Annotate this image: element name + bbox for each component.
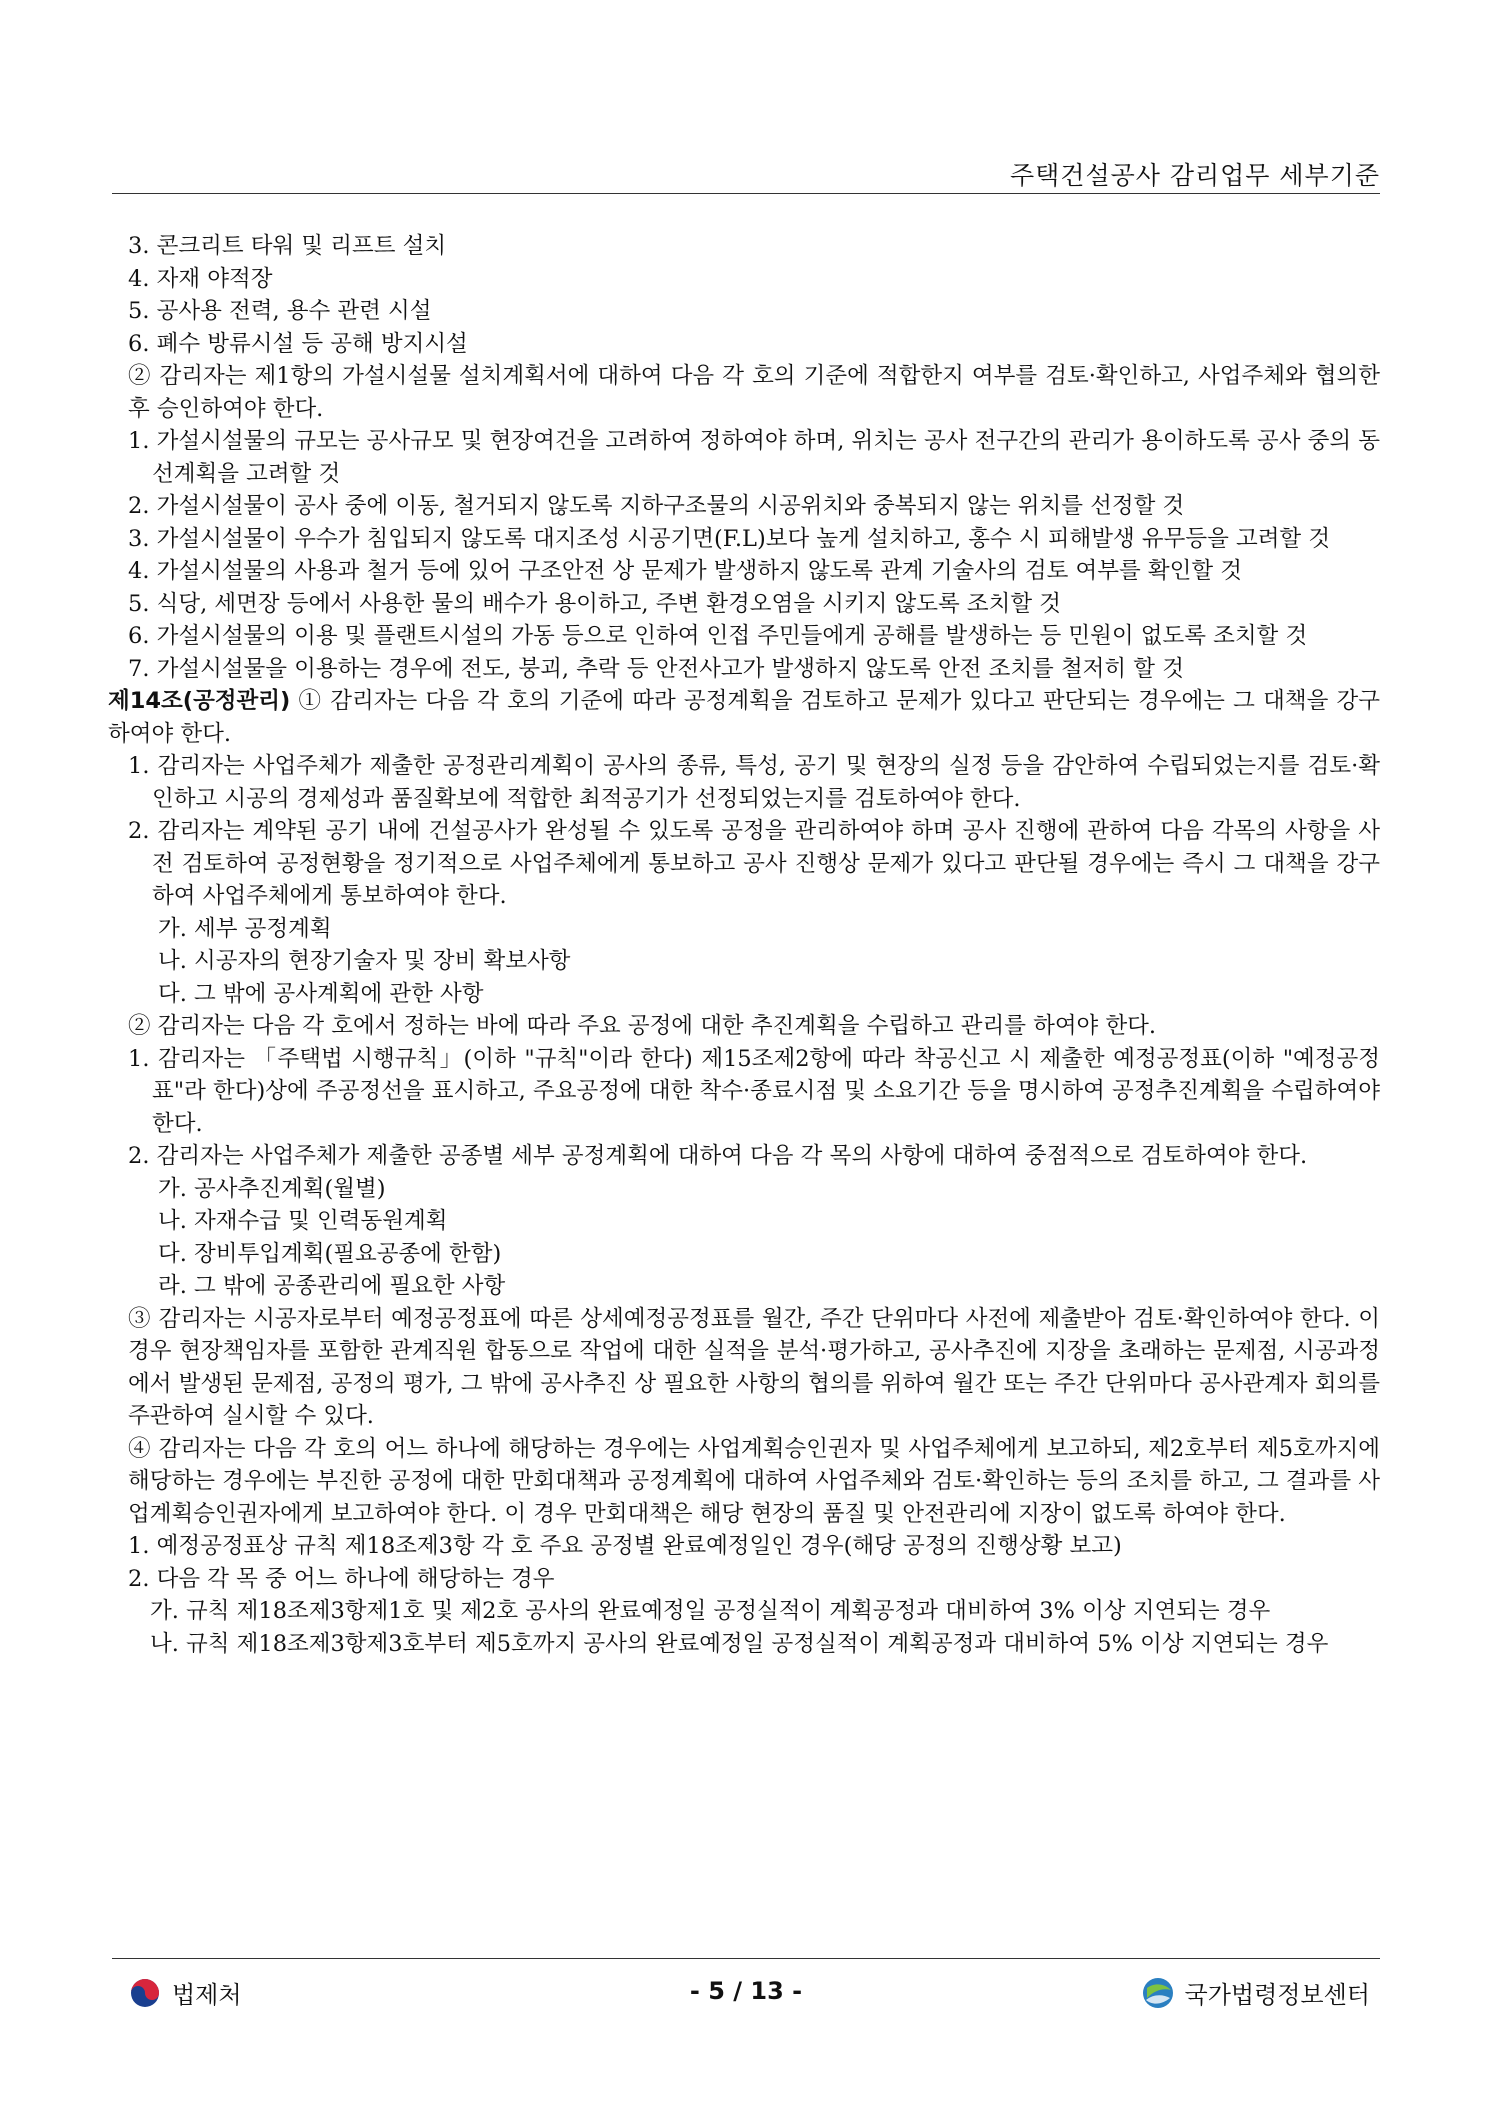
paragraph-text: 나. 규칙 제18조제3항제3호부터 제5호까지 공사의 완료예정일 공정실적이 계획공정과 대비하여 5% 이상 지연되는 경우 <box>150 1630 1329 1657</box>
paragraph-text: 6. 가설시설물의 이용 및 플랜트시설의 가동 등으로 인하여 인접 주민들에게 공해를 발생하는 등 민원이 없도록 조치할 것 <box>128 623 1308 649</box>
paragraph-text: 2. 감리자는 계약된 공기 내에 건설공사가 완성될 수 있도록 공정을 관리하여야 하며 공사 진행에 관하여 다음 각목의 사항을 사전 검토하여 공정현황을 정기적으로 사업주체에게 통보하고 공사 진행상 문제가 있다고 판단될 경우에는 즉시 그 대책을 강구하여 사업주체에게 통보하여야 한다. <box>128 818 1380 909</box>
page-footer <box>112 1975 1380 2015</box>
paragraph <box>128 653 1380 686</box>
paragraph <box>128 1595 1380 1628</box>
paragraph <box>128 1433 1380 1531</box>
paragraph <box>128 620 1380 653</box>
paragraph-text: 가. 공사추진계획(월별) <box>158 1175 386 1202</box>
paragraph <box>128 1140 1380 1173</box>
paragraph-text: 1. 예정공정표상 규칙 제18조제3항 각 호 주요 공정별 완료예정일인 경우(해당 공정의 진행상황 보고) <box>128 1533 1122 1559</box>
paragraph-text: 7. 가설시설물을 이용하는 경우에 전도, 붕괴, 추락 등 안전사고가 발생하지 않도록 안전 조치를 철저히 할 것 <box>128 655 1184 682</box>
document-body <box>108 230 1380 1660</box>
paragraph-text: 2. 감리자는 사업주체가 제출한 공종별 세부 공정계획에 대하여 다음 각 목의 사항에 대하여 중점적으로 검토하여야 한다. <box>128 1143 1308 1169</box>
paragraph <box>128 1270 1380 1303</box>
footer-left-label: 법제처 <box>172 1981 242 2009</box>
paragraph-text: 라. 그 밖에 공종관리에 필요한 사항 <box>158 1273 506 1299</box>
paragraph <box>128 978 1380 1011</box>
paragraph-text: 1. 가설시설물의 규모는 공사규모 및 현장여건을 고려하여 정하여야 하며, 위치는 공사 전구간의 관리가 용이하도록 공사 중의 동선계획을 고려할 것 <box>128 428 1380 487</box>
paragraph-text: 가. 규칙 제18조제3항제1호 및 제2호 공사의 완료예정일 공정실적이 계획공정과 대비하여 3% 이상 지연되는 경우 <box>150 1598 1271 1624</box>
paragraph <box>128 1530 1380 1563</box>
paragraph <box>128 328 1380 361</box>
paragraph-text: 4. 가설시설물의 사용과 철거 등에 있어 구조안전 상 문제가 발생하지 않도록 관계 기술사의 검토 여부를 확인할 것 <box>128 558 1242 584</box>
paragraph-text: ③ 감리자는 시공자로부터 예정공정표에 따른 상세예정공정표를 월간, 주간 단위마다 사전에 제출받아 검토·확인하여야 한다. 이 경우 현장책임자를 포함한 관계직원 합동으로 작업에 대한 실적을 분석·평가하고, 공사추진에 지장을 초래하는 문제점, 시공과정에서 발생된 문제점, 공정의 평가, 그 밖에 공사추진 상 필요한 사항의 협의를 위하여 월간 또는 주간 단위마다 공사관계자 회의를 주관하여 실시할 수 있다. <box>128 1305 1380 1429</box>
paragraph-text: 6. 폐수 방류시설 등 공해 방지시설 <box>128 330 468 357</box>
paragraph <box>128 913 1380 946</box>
paragraph <box>128 555 1380 588</box>
paragraph-text: ① 감리자는 다음 각 호의 기준에 따라 공정계획을 검토하고 문제가 있다고 판단되는 경우에는 그 대책을 강구하여야 한다. <box>108 688 1380 747</box>
paragraph-text: 4. 자재 야적장 <box>128 265 273 292</box>
paragraph <box>128 1238 1380 1271</box>
header-divider <box>112 193 1380 194</box>
paragraph <box>108 685 1380 750</box>
paragraph <box>128 750 1380 815</box>
page-number: - 5 / 13 - <box>689 1977 803 2005</box>
paragraph <box>128 1628 1380 1661</box>
paragraph-text: 3. 가설시설물이 우수가 침입되지 않도록 대지조성 시공기면(F.L)보다 높게 설치하고, 홍수 시 피해발생 유무등을 고려할 것 <box>128 525 1331 552</box>
footer-divider <box>112 1958 1380 1959</box>
paragraph <box>128 1043 1380 1141</box>
paragraph-text: 1. 감리자는 사업주체가 제출한 공정관리계획이 공사의 종류, 특성, 공기 및 현장의 실정 등을 감안하여 수립되었는지를 검토·확인하고 시공의 경제성과 품질확보에 적합한 최적공기가 선정되었는지를 검토하여야 한다. <box>128 753 1380 812</box>
paragraph <box>128 425 1380 490</box>
paragraph <box>128 1010 1380 1043</box>
paragraph <box>128 523 1380 556</box>
paragraph-text: 다. 그 밖에 공사계획에 관한 사항 <box>158 980 484 1007</box>
paragraph <box>128 588 1380 621</box>
paragraph <box>128 295 1380 328</box>
paragraph-text: 1. 감리자는 「주택법 시행규칙」(이하 "규칙"이라 한다) 제15조제2항에 따라 착공신고 시 제출한 예정공정표(이하 "예정공정표"라 한다)상에 주공정선을 표시하고, 주요공정에 대한 착수·종료시점 및 소요기간 등을 명시하여 공정추진계획을 수립하여야 한다. <box>128 1045 1380 1137</box>
paragraph <box>128 1205 1380 1238</box>
paragraph-text: 가. 세부 공정계획 <box>158 915 332 942</box>
paragraph-text: 다. 장비투입계획(필요공종에 한함) <box>158 1240 502 1267</box>
paragraph <box>128 1173 1380 1206</box>
paragraph-text: ④ 감리자는 다음 각 호의 어느 하나에 해당하는 경우에는 사업계획승인권자 및 사업주체에게 보고하되, 제2호부터 제5호까지에 해당하는 경우에는 부진한 공정에 대한 만회대책과 공정계획에 대하여 사업주체와 검토·확인하는 등의 조치를 하고, 그 결과를 사업계획승인권자에게 보고하여야 한다. 이 경우 만회대책은 해당 현장의 품질 및 안전관리에 지장이 없도록 하여야 한다. <box>128 1435 1380 1527</box>
paragraph <box>128 945 1380 978</box>
paragraph-text: ② 감리자는 다음 각 호에서 정하는 바에 따라 주요 공정에 대한 추진계획을 수립하고 관리를 하여야 한다. <box>128 1013 1157 1039</box>
footer-right-label: 국가법령정보센터 <box>1184 1981 1370 2009</box>
paragraph <box>128 1303 1380 1433</box>
globe-logo-icon <box>1141 1976 1175 2010</box>
paragraph <box>128 360 1380 425</box>
paragraph <box>128 230 1380 263</box>
paragraph <box>128 815 1380 913</box>
paragraph-text: 나. 자재수급 및 인력동원계획 <box>158 1208 448 1234</box>
paragraph-text: 2. 다음 각 목 중 어느 하나에 해당하는 경우 <box>128 1565 555 1592</box>
paragraph-text: 5. 공사용 전력, 용수 관련 시설 <box>128 298 432 324</box>
paragraph <box>128 1563 1380 1596</box>
paragraph-text: 나. 시공자의 현장기술자 및 장비 확보사항 <box>158 948 571 974</box>
paragraph-text: 3. 콘크리트 타워 및 리프트 설치 <box>128 233 447 259</box>
footer-right <box>1141 1975 1370 2010</box>
paragraph <box>128 490 1380 523</box>
paragraph <box>128 263 1380 296</box>
paragraph-text: 2. 가설시설물이 공사 중에 이동, 철거되지 않도록 지하구조물의 시공위치와 중복되지 않는 위치를 선정할 것 <box>128 493 1185 519</box>
article-heading: 제14조(공정관리) <box>108 688 291 714</box>
document-title: 주택건설공사 감리업무 세부기준 <box>1010 161 1380 190</box>
paragraph-text: ② 감리자는 제1항의 가설시설물 설치계획서에 대하여 다음 각 호의 기준에 적합한지 여부를 검토·확인하고, 사업주체와 협의한 후 승인하여야 한다. <box>128 363 1380 422</box>
paragraph-text: 5. 식당, 세면장 등에서 사용한 물의 배수가 용이하고, 주변 환경오염을 시키지 않도록 조치할 것 <box>128 590 1061 617</box>
